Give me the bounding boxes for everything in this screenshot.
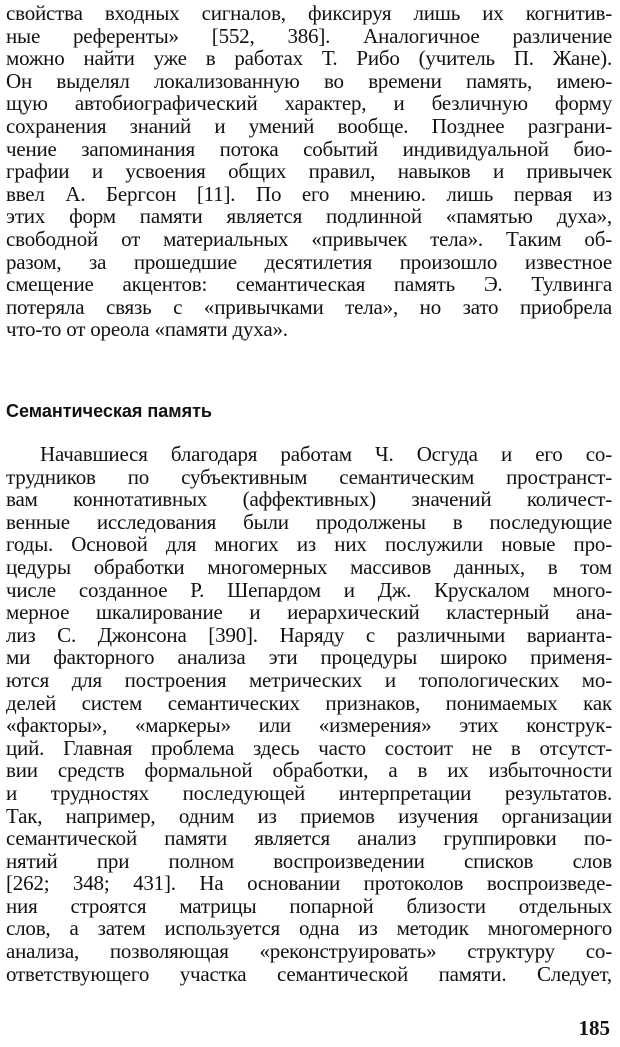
text-line: этих форм памяти является подлинной «памятью духа», [6,204,612,229]
text-line: цедуры обработки многомерных массивов данных, в том [6,554,612,579]
text-line: ются для построения метрических и топологических мо- [6,667,612,692]
text-line: лиз С. Джонсона [390]. Наряду с различными варианта- [6,622,612,647]
text-line: Так, например, одним из приемов изучения организации [6,803,612,828]
text-line: ответствующего участка семантической памяти. Следует, [6,961,612,986]
text-line: ций. Главная проблема здесь часто состоит не в отсутст- [6,735,612,760]
text-line: делей систем семантических признаков, понимаемых как [6,690,612,715]
page-number: 185 [578,1016,610,1040]
text-line: можно найти уже в работах Т. Рибо (учитель П. Жане). [6,46,612,71]
text-line: Он выделял локализованную во времени память, имею- [6,68,612,93]
text-line: чение запоминания потока событий индивидуальной био- [6,136,612,161]
text-line: разом, за прошедшие десятилетия произошло известное [6,249,612,274]
text-line: ные референты» [552, 386]. Аналогичное различение [6,23,612,48]
paragraph-1 [6,2,612,341]
text-line: ми факторного анализа эти процедуры широко применя- [6,645,612,670]
text-line: и трудностях последующей интерпретации результатов. [6,780,612,805]
text-line: слов, а затем используется одна из методик многомерного [6,916,612,941]
text-line: числе созданное Р. Шепардом и Дж. Крускалом много- [6,577,612,602]
text-line: потеряла связь с «привычками тела», но зато приобрела [6,294,612,319]
text-line: годы. Основой для многих из них послужили новые про- [6,532,612,557]
text-line: «факторы», «маркеры» или «измерения» этих конструк- [6,713,612,738]
text-line: венные исследования были продолжены в последующие [6,509,612,534]
text-line: вам коннотативных (аффективных) значений количест- [6,487,612,512]
text-line: трудников по субъективным семантическим пространст- [6,464,612,489]
text-line: смещение акцентов: семантическая память Э. Тулвинга [6,272,612,297]
text-line: нятий при полном воспроизведении списков слов [6,848,612,873]
text-line: свойства входных сигналов, фиксируя лишь их когнитив- [6,1,612,25]
text-line: мерное шкалирование и иерархический кластерный ана- [6,600,612,625]
text-line: свободной от материальных «привычек тела». Таким об- [6,226,612,251]
text-line: что-то от ореола «памяти духа». [6,317,288,342]
text-line: ния строятся матрицы попарной близости отдельных [6,893,612,918]
section-heading: Семантическая память [6,401,212,421]
text-line: семантической памяти является анализ группировки по- [6,826,612,851]
text-line: сохранения знаний и умений вообще. Позднее разграни- [6,113,612,138]
text-line: анализа, позволяющая «реконструировать» структуру со- [6,939,612,964]
text-line: ввел А. Бергсон [11]. По его мнению. лишь первая из [6,181,612,206]
paragraph-2 [6,443,612,985]
text-line: щую автобиографический характер, и безличную форму [6,91,612,116]
text-line: [262; 348; 431]. На основании протоколов воспроизведе- [6,871,612,896]
text-line: графии и усвоения общих правил, навыков и привычек [6,159,612,184]
text-line: вии средств формальной обработки, а в их избыточности [6,758,612,783]
text-line: Начавшиеся благодаря работам Ч. Осгуда и его со- [40,442,612,466]
